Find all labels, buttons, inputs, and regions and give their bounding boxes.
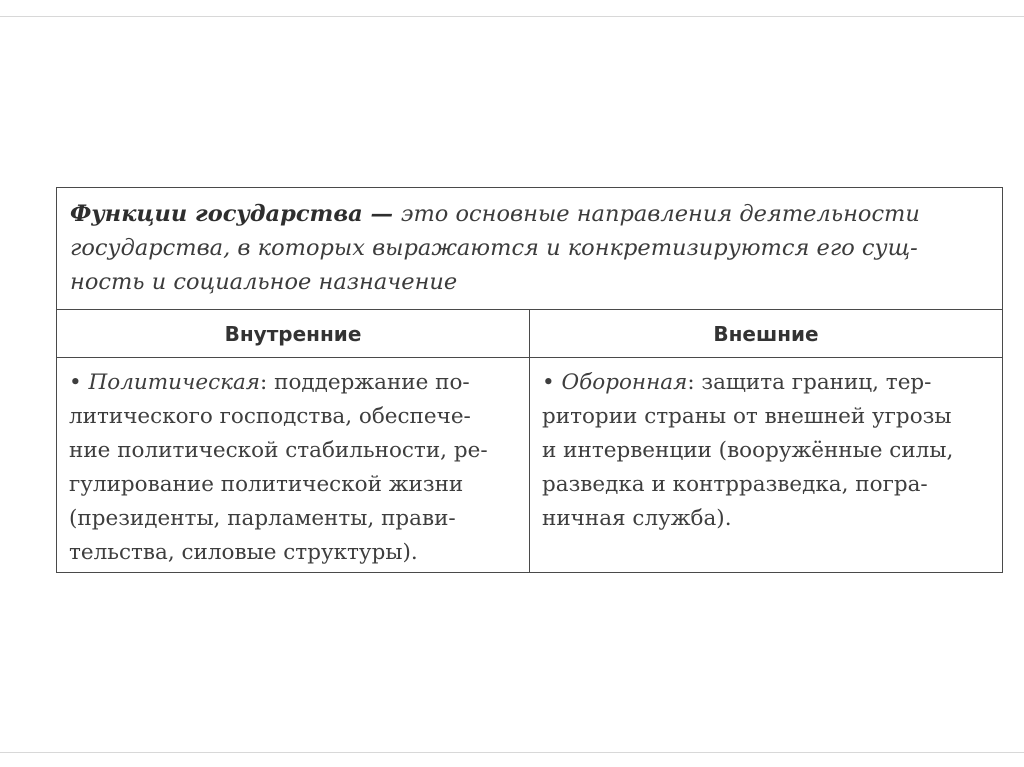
- definition-term: Функции государства: [70, 201, 363, 227]
- bullet-icon: •: [542, 370, 555, 395]
- internal-kind: Политическая: [88, 370, 261, 395]
- external-text-1: : защита границ, тер-: [687, 370, 932, 395]
- external-line-2: ритории страны от внешней угрозы: [542, 404, 952, 429]
- definition-line-3: ность и социальное назначение: [70, 269, 458, 295]
- definition-line-1: [70, 197, 988, 231]
- functions-row: [57, 358, 1002, 572]
- slide-bottom-border: [0, 752, 1024, 753]
- external-line-1: [542, 366, 990, 400]
- internal-line-5: (президенты, парламенты, прави-: [69, 506, 456, 531]
- internal-line-6: тельства, силовые структуры).: [69, 540, 418, 565]
- internal-functions-cell: [57, 358, 530, 572]
- external-functions-cell: [530, 358, 1002, 572]
- slide-top-border: [0, 16, 1024, 17]
- internal-line-1: [69, 366, 517, 400]
- bullet-icon: •: [69, 370, 82, 395]
- external-line-5: ничная служба).: [542, 506, 732, 531]
- definition-text-1: это основные направления деятельности: [400, 201, 920, 227]
- external-line-4: разведка и контрразведка, погра-: [542, 472, 928, 497]
- header-external: Внешние: [713, 321, 819, 346]
- external-line-3: и интервенции (вооружённые силы,: [542, 438, 954, 463]
- internal-line-3: ние политической стабильности, ре-: [69, 438, 488, 463]
- external-kind: Оборонная: [561, 370, 688, 395]
- definition-cell: [57, 188, 1002, 310]
- column-headers: [57, 310, 1002, 358]
- state-functions-table: [56, 187, 1003, 573]
- internal-text-1: : поддержание по-: [260, 370, 470, 395]
- definition-line-2: государства, в которых выражаются и конкретизируются его сущ-: [70, 235, 918, 261]
- header-internal: Внутренние: [57, 310, 530, 357]
- definition-dash: —: [362, 201, 401, 227]
- internal-line-4: гулирование политической жизни: [69, 472, 464, 497]
- internal-line-2: литического господства, обеспече-: [69, 404, 471, 429]
